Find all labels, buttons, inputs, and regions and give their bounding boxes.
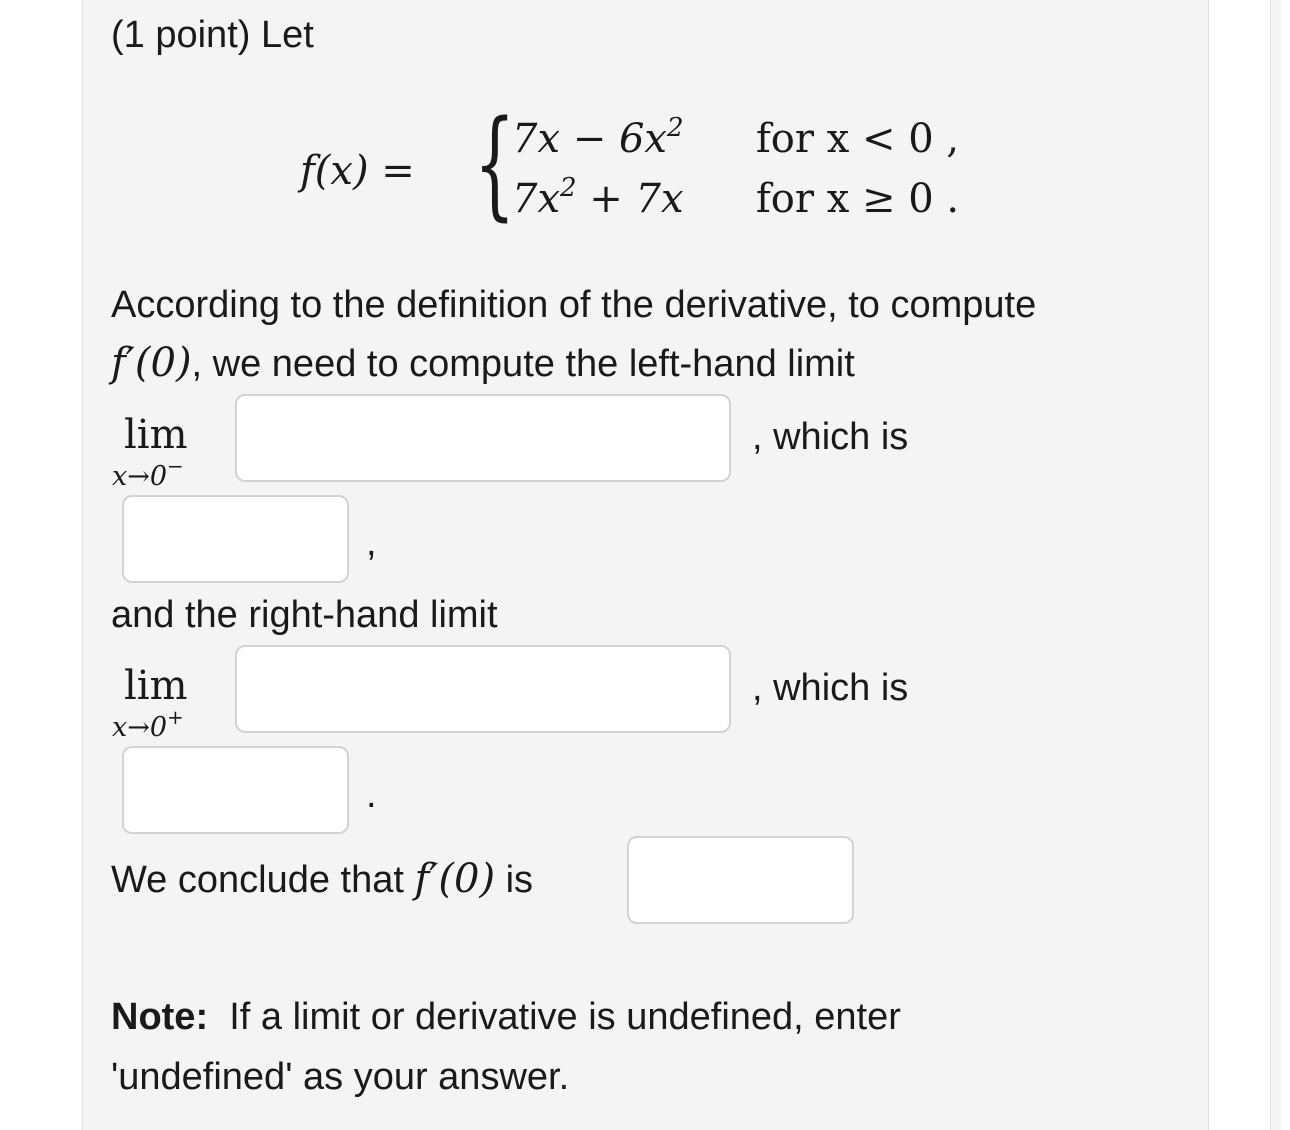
function-lhs-text: f(x) =	[300, 148, 415, 194]
function-lhs	[300, 148, 415, 194]
case2-expr-a: 7x	[512, 176, 561, 222]
note-text-1: If a limit or derivative is undefined, enter	[229, 996, 901, 1038]
intro-line-1: According to the definition of the derivative, to compute	[111, 284, 1037, 326]
left-limit-expression-input[interactable]	[235, 394, 731, 482]
note-line-1	[111, 994, 901, 1040]
right-lim-sub-text: x→0	[112, 712, 168, 743]
case2-exponent: 2	[560, 173, 577, 203]
left-comma: ,	[366, 522, 377, 564]
right-limit-expression-input[interactable]	[235, 645, 731, 733]
case2-expr-b: + 7x	[576, 176, 684, 222]
right-intro: and the right-hand limit	[111, 594, 498, 636]
intro-line-2	[111, 340, 855, 387]
intro-line-2-text: , we need to compute the left-hand limit	[191, 343, 855, 385]
case2-condition: for x ≥ 0 .	[756, 176, 960, 222]
conclusion-line	[111, 856, 533, 903]
case1-exponent: 2	[666, 113, 684, 143]
conclusion-prefix: We conclude that	[111, 859, 404, 901]
derivative-answer-input[interactable]	[627, 836, 854, 924]
case2-expression	[512, 173, 684, 227]
left-lim-sub-sign: −	[167, 454, 184, 478]
note-label: Note:	[111, 996, 209, 1038]
right-lim-word: lim	[124, 663, 188, 709]
right-limit-value-input[interactable]	[122, 746, 349, 834]
right-period: .	[366, 774, 377, 816]
case1-expr-text: 7x − 6x	[512, 116, 667, 162]
note-line-2: 'undefined' as your answer.	[111, 1056, 570, 1098]
right-lim-subscript	[112, 705, 184, 744]
left-lim-sub-text: x→0	[112, 461, 168, 492]
piecewise-brace: {	[474, 94, 516, 232]
problem-header: (1 point) Let	[111, 14, 314, 56]
side-panel-edge	[1270, 0, 1281, 1130]
right-which-is: , which is	[752, 667, 909, 709]
case1-expression	[512, 113, 684, 167]
left-which-is: , which is	[752, 416, 909, 458]
right-lim-sub-sign: +	[167, 705, 184, 729]
case1-condition: for x < 0 ,	[756, 116, 960, 162]
intro-fprime: f′(0)	[111, 340, 192, 386]
conclusion-fprime: f′(0)	[414, 856, 496, 902]
left-limit-value-input[interactable]	[122, 495, 349, 583]
left-lim-subscript	[112, 454, 184, 493]
left-lim-word: lim	[124, 412, 188, 458]
conclusion-suffix: is	[505, 859, 534, 901]
